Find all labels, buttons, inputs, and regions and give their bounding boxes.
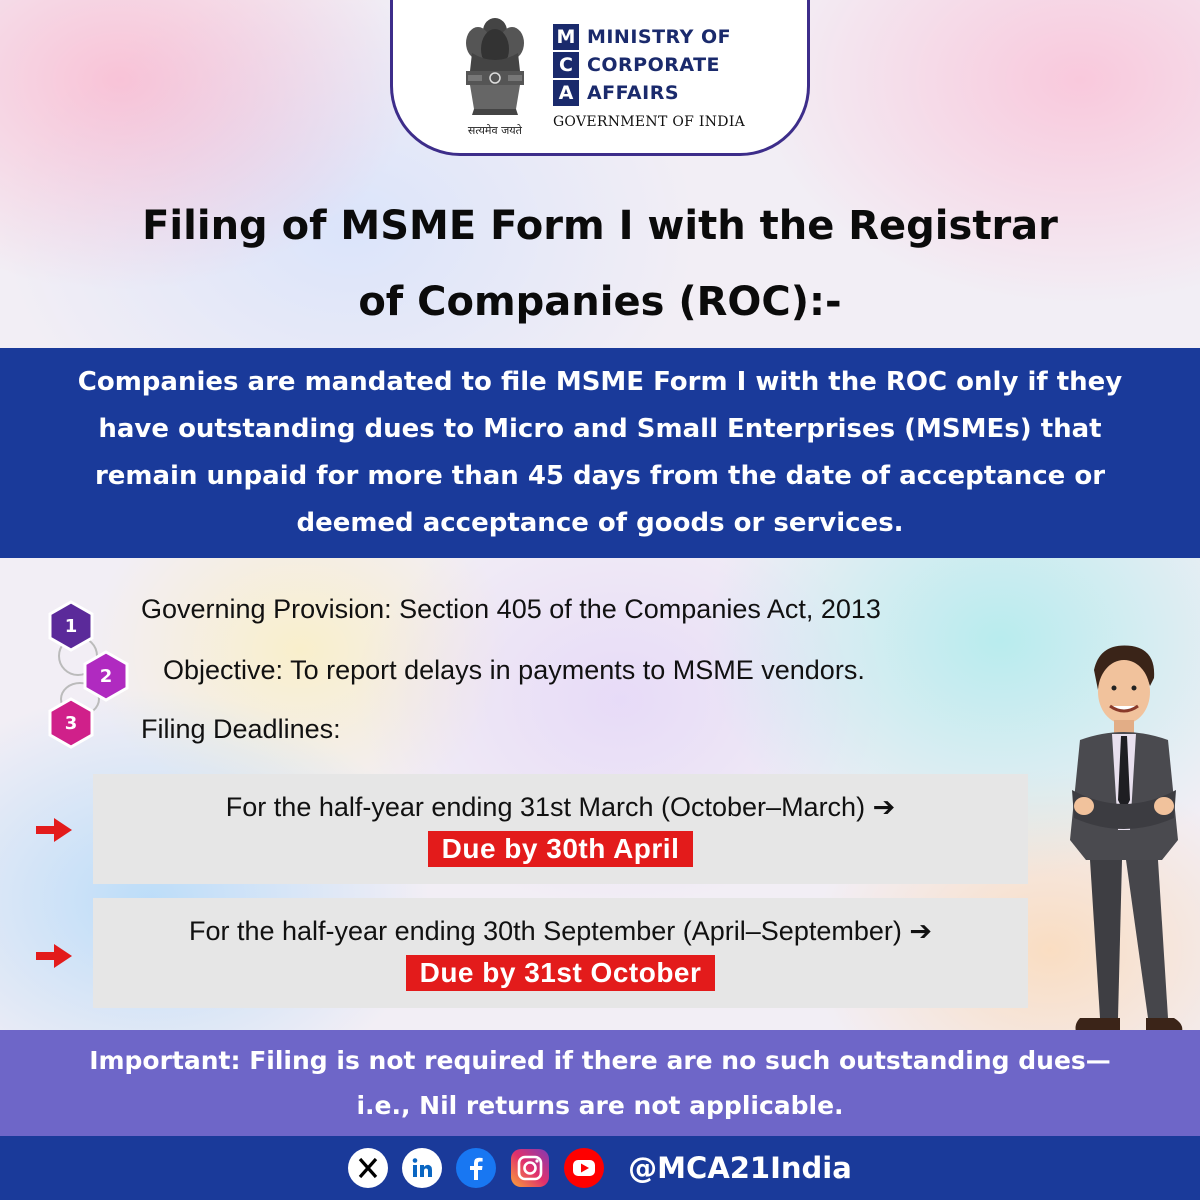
mca-wordmark — [553, 24, 745, 130]
point-objective: Objective: To report delays in payments to MSME vendors. — [163, 655, 865, 685]
lion-capital-icon — [458, 9, 532, 121]
due-badge-october: Due by 31st October — [406, 955, 716, 991]
national-emblem — [455, 9, 535, 144]
step-number-3: 3 — [64, 712, 78, 734]
mca-word-ministry: MINISTRY OF — [586, 25, 732, 48]
deadline-box-march — [93, 774, 1028, 884]
important-note-text: Important: Filing is not required if there are no such outstanding dues—i.e., Nil returns are not applicable. — [89, 1046, 1111, 1120]
mca-letter-c: C — [553, 52, 579, 78]
step-number-1: 1 — [64, 615, 78, 637]
step-badge-1 — [47, 600, 95, 652]
ministry-logo-panel — [390, 0, 810, 156]
step-badge-3 — [47, 697, 95, 749]
social-handle[interactable]: @MCA21India — [628, 1151, 852, 1185]
deadline-text-march: For the half-year ending 31st March (October–March) ➔ — [225, 791, 896, 822]
deadline-box-september — [93, 898, 1028, 1008]
title-line-1: Filing of MSME Form I with the Registrar — [142, 203, 1058, 249]
intro-band — [0, 348, 1200, 558]
point-governing-provision: Governing Provision: Section 405 of the Companies Act, 2013 — [141, 594, 881, 624]
emblem-motto: सत्यमेव जयते — [467, 124, 522, 137]
mca-letter-a: A — [553, 80, 579, 106]
facebook-icon[interactable] — [456, 1148, 496, 1188]
due-badge-april: Due by 30th April — [428, 831, 694, 867]
businessman-illustration — [1050, 640, 1190, 1040]
step-badge-2 — [82, 650, 130, 702]
red-arrow-icon — [36, 944, 72, 968]
x-icon[interactable] — [348, 1148, 388, 1188]
title-line-2: of Companies (ROC):- — [358, 279, 842, 325]
red-arrow-icon — [36, 818, 72, 842]
government-of-india-label: GOVERNMENT OF INDIA — [552, 113, 746, 130]
intro-text: Companies are mandated to file MSME Form I with the ROC only if they have outstanding dues to Micro and Small Enterprises (MSMEs) that remain unpaid for more than 45 days from the date of acceptance or deemed acceptance of goods or services. — [77, 367, 1123, 538]
youtube-icon[interactable] — [564, 1148, 604, 1188]
footer-social-bar — [0, 1136, 1200, 1200]
deadline-text-september: For the half-year ending 30th September (April–September) ➔ — [188, 915, 932, 946]
page-title — [60, 188, 1140, 340]
mca-word-corporate: CORPORATE — [586, 53, 721, 76]
linkedin-icon[interactable] — [402, 1148, 442, 1188]
mca-letter-m: M — [553, 24, 579, 50]
step-number-2: 2 — [99, 665, 113, 687]
instagram-icon[interactable] — [510, 1148, 550, 1188]
point-filing-deadlines: Filing Deadlines: — [141, 714, 341, 744]
mca-word-affairs: AFFAIRS — [586, 81, 680, 104]
important-note-band — [0, 1030, 1200, 1136]
